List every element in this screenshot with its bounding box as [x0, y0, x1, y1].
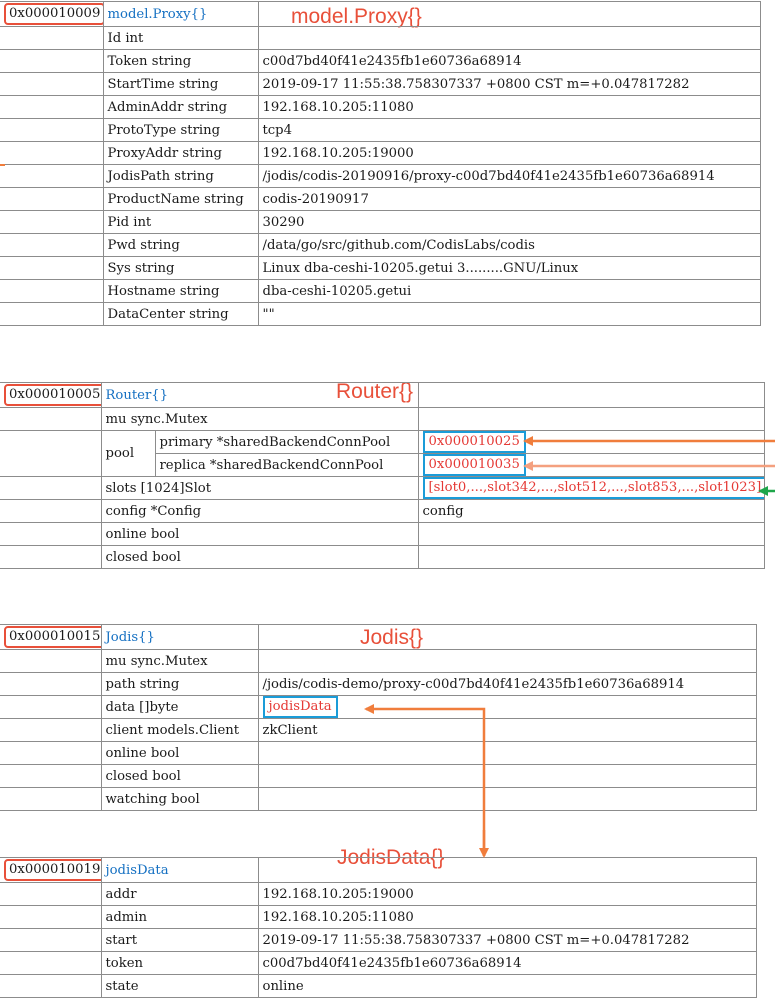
table-row	[0, 673, 756, 696]
jodis-data-title: JodisData{}	[337, 846, 445, 869]
table-row	[0, 788, 756, 811]
field-value: Linux dba-ceshi-10205.getui 3.........GNU/Linux	[258, 257, 760, 280]
table-row	[0, 142, 760, 165]
proxy-address: 0x000010009	[4, 3, 103, 25]
field-value: dba-ceshi-10205.getui	[258, 280, 760, 303]
field-value: online	[258, 975, 756, 998]
field-name: ProtoType string	[103, 119, 258, 142]
jodis-address-cell	[0, 625, 101, 650]
table-row	[0, 546, 764, 569]
field-name: config *Config	[101, 500, 418, 523]
field-value	[418, 523, 764, 546]
field-value	[418, 431, 764, 454]
field-name: Token string	[103, 50, 258, 73]
table-row	[0, 188, 760, 211]
jodis-data-type-name: jodisData	[101, 858, 258, 883]
field-name: path string	[101, 673, 258, 696]
field-value: c00d7bd40f41e2435fb1e60736a68914	[258, 50, 760, 73]
field-name: Sys string	[103, 257, 258, 280]
field-value	[418, 454, 764, 477]
proxy-struct-table	[0, 1, 761, 326]
proxy-address-cell	[0, 2, 103, 27]
field-value: 192.168.10.205:11080	[258, 906, 756, 929]
field-value: 2019-09-17 11:55:38.758307337 +0800 CST m=+0.047817282	[258, 73, 760, 96]
field-name: data []byte	[101, 696, 258, 719]
field-name: closed bool	[101, 546, 418, 569]
field-name: online bool	[101, 742, 258, 765]
field-value	[418, 408, 764, 431]
field-name: Pwd string	[103, 234, 258, 257]
table-row	[0, 523, 764, 546]
field-value: /jodis/codis-demo/proxy-c00d7bd40f41e2435fb1e60736a68914	[258, 673, 756, 696]
field-value	[418, 546, 764, 569]
table-row	[0, 742, 756, 765]
jodis-data-pointer: jodisData	[263, 696, 338, 718]
field-name: slots [1024]Slot	[101, 477, 418, 500]
field-value: 192.168.10.205:19000	[258, 142, 760, 165]
jodis-data-address: 0x000010019	[4, 859, 101, 881]
field-name: ProductName string	[103, 188, 258, 211]
table-row	[0, 650, 756, 673]
router-address: 0x000010005	[4, 384, 101, 406]
table-row	[0, 234, 760, 257]
table-row	[0, 408, 764, 431]
field-value: /jodis/codis-20190916/proxy-c00d7bd40f41e2435fb1e60736a68914	[258, 165, 760, 188]
table-row	[0, 303, 760, 326]
field-name: primary *sharedBackendConnPool	[155, 431, 418, 454]
field-value: 30290	[258, 211, 760, 234]
field-name: token	[101, 952, 258, 975]
slots-pointer: [slot0,...,slot342,...,slot512,...,slot853,...,slot1023]	[423, 477, 765, 499]
table-row	[0, 719, 756, 742]
field-value	[258, 696, 756, 719]
pool-label: pool	[101, 431, 155, 477]
jodis-address: 0x000010015	[4, 626, 101, 648]
table-row	[0, 500, 764, 523]
field-name: admin	[101, 906, 258, 929]
router-struct-table	[0, 382, 765, 569]
field-name: ProxyAddr string	[103, 142, 258, 165]
field-value	[258, 788, 756, 811]
table-row	[0, 696, 756, 719]
field-name: start	[101, 929, 258, 952]
table-row	[0, 211, 760, 234]
field-value	[418, 477, 764, 500]
table-row	[0, 906, 756, 929]
table-row	[0, 765, 756, 788]
field-value: 192.168.10.205:19000	[258, 883, 756, 906]
jodis-title: Jodis{}	[360, 626, 424, 649]
table-row	[0, 27, 760, 50]
field-name: StartTime string	[103, 73, 258, 96]
field-name: state	[101, 975, 258, 998]
field-value: /data/go/src/github.com/CodisLabs/codis	[258, 234, 760, 257]
table-row	[0, 165, 760, 188]
field-value	[258, 765, 756, 788]
proxy-title: model.Proxy{}	[291, 5, 422, 28]
field-value	[258, 742, 756, 765]
proxy-type-name: model.Proxy{}	[103, 2, 258, 27]
jodis-data-struct-table	[0, 857, 757, 998]
jodis-data-address-cell	[0, 858, 101, 883]
field-name: replica *sharedBackendConnPool	[155, 454, 418, 477]
table-row	[0, 50, 760, 73]
field-name: mu sync.Mutex	[101, 408, 418, 431]
field-name: online bool	[101, 523, 418, 546]
field-value: ""	[258, 303, 760, 326]
table-row	[0, 257, 760, 280]
field-value: c00d7bd40f41e2435fb1e60736a68914	[258, 952, 756, 975]
replica-pool-pointer: 0x000010035	[423, 454, 526, 476]
table-row	[0, 883, 756, 906]
field-name: client models.Client	[101, 719, 258, 742]
field-name: Pid int	[103, 211, 258, 234]
field-name: Hostname string	[103, 280, 258, 303]
jodis-struct-table	[0, 624, 757, 811]
jodis-type-name: Jodis{}	[101, 625, 258, 650]
router-type-name: Router{}	[101, 383, 418, 408]
field-name: mu sync.Mutex	[101, 650, 258, 673]
field-name: Id int	[103, 27, 258, 50]
field-value: 2019-09-17 11:55:38.758307337 +0800 CST m=+0.047817282	[258, 929, 756, 952]
table-row	[0, 929, 756, 952]
field-value	[258, 27, 760, 50]
table-row	[0, 477, 764, 500]
table-row	[0, 280, 760, 303]
table-row	[0, 119, 760, 142]
field-value	[258, 650, 756, 673]
table-row	[0, 431, 764, 454]
table-row	[0, 975, 756, 998]
field-name: watching bool	[101, 788, 258, 811]
field-value: 192.168.10.205:11080	[258, 96, 760, 119]
field-name: JodisPath string	[103, 165, 258, 188]
field-value: tcp4	[258, 119, 760, 142]
table-row	[0, 96, 760, 119]
primary-pool-pointer: 0x000010025	[423, 431, 526, 453]
field-value: codis-20190917	[258, 188, 760, 211]
field-name: AdminAddr string	[103, 96, 258, 119]
field-name: addr	[101, 883, 258, 906]
field-name: DataCenter string	[103, 303, 258, 326]
table-row	[0, 73, 760, 96]
router-title: Router{}	[336, 380, 414, 403]
field-value: zkClient	[258, 719, 756, 742]
field-name: closed bool	[101, 765, 258, 788]
router-address-cell	[0, 383, 101, 408]
field-value: config	[418, 500, 764, 523]
table-row	[0, 952, 756, 975]
